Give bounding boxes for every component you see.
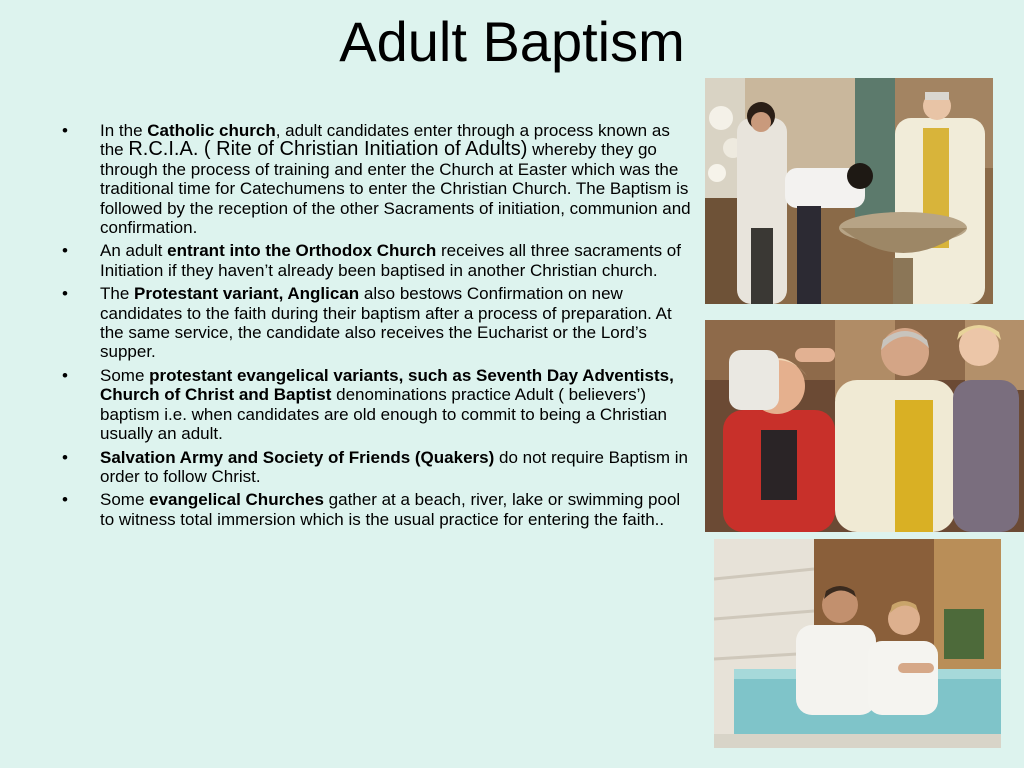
bullet-item	[62, 121, 692, 237]
bullet-item	[62, 448, 692, 487]
bullet-item	[62, 490, 692, 529]
bullet-text: The	[100, 284, 135, 304]
bullet-text: An adult	[100, 241, 168, 261]
photo-immersion-baptism	[714, 539, 1001, 748]
bullet-emphasis: Salvation Army and Society of Friends (Quakers)	[100, 447, 495, 467]
bullet-emphasis: entrant into the Orthodox Church	[167, 241, 437, 261]
bullet-text: whereby they go through the process of training and enter the Church at Easter which was the traditional time for Catechumens to enter the Christian Church. The Baptism is followed by the reception of the other Sacraments of initiation, communion and confirmation.	[100, 140, 691, 238]
bullet-text: Some	[100, 365, 150, 385]
bullet-text-large: R.C.I.A. ( Rite of Christian Initiation of Adults)	[128, 138, 528, 161]
bullet-text: receives all three sacraments of Initiation if they haven’t already been baptised in another Christian church.	[100, 241, 681, 280]
bullet-text: do not require Baptism in order to follow Christ.	[100, 447, 688, 486]
photo-catholic-baptism	[705, 78, 993, 304]
photo-catholic-baptism-drawing	[705, 78, 993, 304]
slide-title: Adult Baptism	[339, 10, 685, 73]
bullet-emphasis: Protestant variant, Anglican	[134, 284, 360, 304]
bullet-item	[62, 366, 692, 444]
bullet-list	[62, 121, 692, 533]
bullet-text: denominations practice Adult ( believers’) baptism i.e. when candidates are old enough to commit to being a Christian usually an adult.	[100, 385, 667, 444]
bullet-emphasis: Catholic church	[147, 121, 276, 140]
bullet-text: gather at a beach, river, lake or swimming pool to witness total immersion which is the usual practice for entering the faith..	[100, 490, 681, 529]
bullet-text: Some	[100, 490, 150, 510]
bullet-text: also bestows Confirmation on new candidates to the faith during their baptism after a process of preparation. At the same service, the candidate also receives the Eucharist or the Lord’s supper.	[100, 284, 672, 362]
bullet-text: , adult candidates enter through a process known as the	[100, 121, 670, 160]
bullet-item	[62, 284, 692, 362]
bullet-item	[62, 241, 692, 280]
photo-immersion-baptism-drawing	[714, 539, 1001, 748]
bullet-emphasis: evangelical Churches	[149, 490, 324, 510]
photo-confirmation	[705, 320, 1024, 532]
bullet-emphasis: protestant evangelical variants, such as Seventh Day Adventists, Church of Christ and Baptist	[100, 365, 674, 405]
bullet-text: In the	[100, 121, 148, 140]
photo-confirmation-drawing	[705, 320, 1024, 532]
